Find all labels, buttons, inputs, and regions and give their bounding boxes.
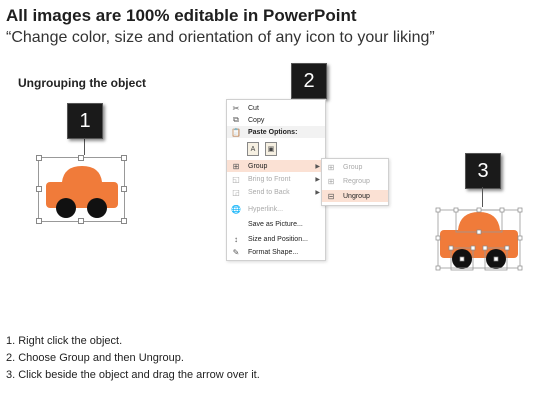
- ungroup-icon: ⊟: [327, 191, 335, 201]
- group-icon: ⊞: [327, 162, 335, 172]
- scissors-icon: ✂: [232, 103, 240, 113]
- group-icon: ⊞: [232, 161, 240, 171]
- format-shape-icon: ✎: [232, 247, 240, 257]
- submenu-item-regroup[interactable]: ⊞ Regroup: [322, 175, 388, 187]
- badge-3-stem: [482, 187, 483, 207]
- menu-item-size-and-position[interactable]: ↕ Size and Position...: [227, 233, 325, 245]
- hyperlink-icon: 🌐: [231, 204, 241, 214]
- page-title: All images are 100% editable in PowerPoint: [6, 6, 357, 25]
- badge-1-stem: [84, 137, 85, 155]
- step-badge-3: 3: [465, 153, 501, 189]
- paste-picture-icon[interactable]: ▣: [265, 142, 277, 156]
- menu-item-hyperlink[interactable]: 🌐 Hyperlink...: [231, 204, 284, 214]
- instruction-step-3: 3. Click beside the object and drag the arrow over it.: [6, 369, 260, 381]
- menu-item-save-as-picture[interactable]: Save as Picture...: [248, 220, 303, 228]
- copy-icon: ⧉: [233, 115, 239, 124]
- menu-item-cut[interactable]: ✂ Cut: [227, 102, 325, 114]
- page-subtitle: “Change color, size and orientation of any icon to your liking”: [6, 29, 435, 46]
- step-badge-1: 1: [67, 103, 103, 139]
- submenu-arrow-icon: ▶: [315, 176, 320, 183]
- paste-keep-format-icon[interactable]: A: [247, 142, 259, 156]
- bring-front-icon: ◱: [232, 174, 240, 184]
- submenu-item-ungroup[interactable]: ⊟ Ungroup: [322, 190, 388, 202]
- menu-item-send-to-back[interactable]: ◲ Send to Back ▶: [227, 186, 325, 198]
- instruction-step-2: 2. Choose Group and then Ungroup.: [6, 352, 184, 364]
- menu-item-copy[interactable]: ⧉ Copy: [227, 114, 325, 126]
- submenu-item-group[interactable]: ⊞ Group: [322, 161, 388, 173]
- step-badge-2: 2: [291, 63, 327, 99]
- submenu-arrow-icon: ▶: [315, 189, 320, 196]
- context-menu: [226, 99, 326, 261]
- paste-icon: 📋: [231, 127, 241, 137]
- section-title: Ungrouping the object: [18, 76, 146, 90]
- menu-item-group[interactable]: ⊞ Group ▶: [227, 160, 325, 172]
- ungrouped-car-icon[interactable]: [434, 206, 524, 274]
- instruction-step-1: 1. Right click the object.: [6, 335, 123, 347]
- submenu-arrow-icon: ▶: [315, 163, 320, 170]
- menu-paste-options-header: 📋 Paste Options:: [227, 126, 325, 138]
- car-icon[interactable]: [42, 160, 122, 220]
- size-position-icon: ↕: [234, 234, 238, 244]
- menu-item-bring-to-front[interactable]: ◱ Bring to Front ▶: [227, 173, 325, 185]
- menu-item-format-shape[interactable]: ✎ Format Shape...: [227, 246, 325, 258]
- regroup-icon: ⊞: [327, 176, 335, 186]
- group-submenu: [321, 158, 389, 206]
- send-back-icon: ◲: [232, 187, 240, 197]
- instruction-list: [6, 333, 260, 384]
